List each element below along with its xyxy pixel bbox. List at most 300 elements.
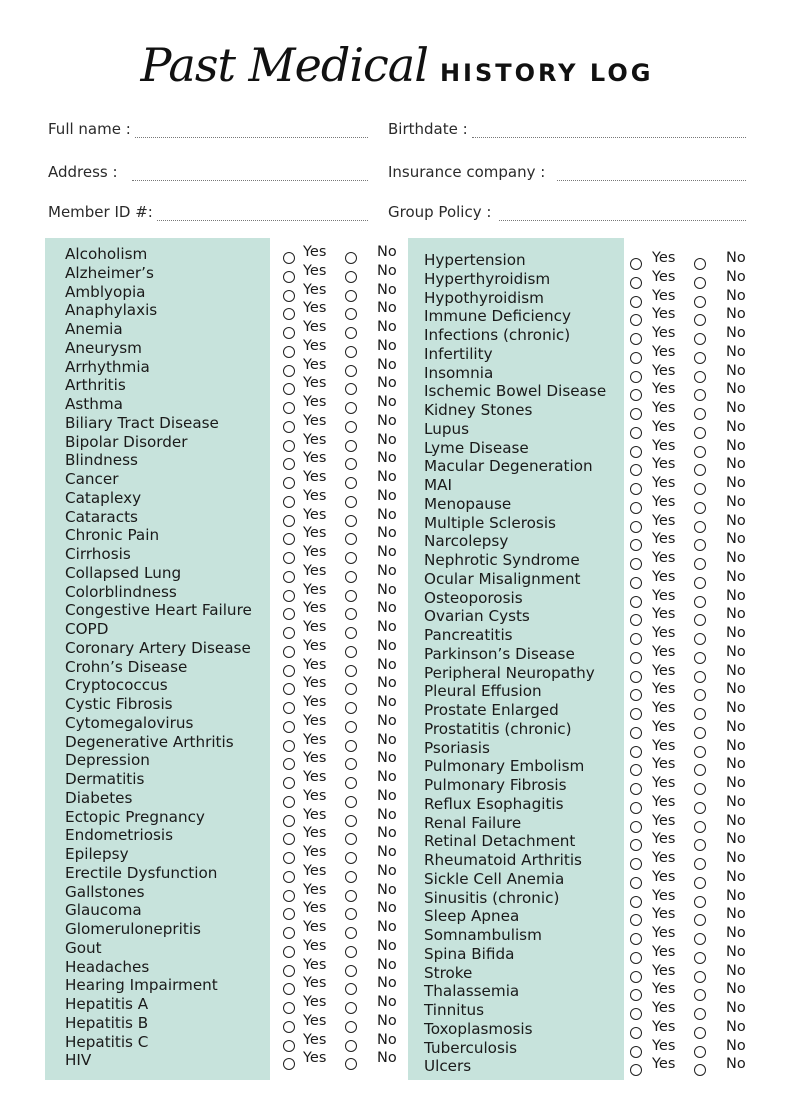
no-label: No [377,412,397,429]
no-radio[interactable] [694,971,706,983]
yes-radio[interactable] [630,689,642,701]
yes-label: Yes [303,412,327,429]
yes-radio[interactable] [283,608,295,620]
no-radio[interactable] [345,496,357,508]
left-condition-list [65,245,405,1070]
condition-row [424,814,754,833]
no-radio[interactable] [694,258,706,270]
no-radio[interactable] [694,333,706,345]
condition-row [424,476,754,495]
no-radio[interactable] [345,702,357,714]
yes-radio[interactable] [283,758,295,770]
condition-label: Macular Degeneration [424,457,593,476]
no-radio[interactable] [694,314,706,326]
yes-radio[interactable] [283,777,295,789]
yes-radio[interactable] [630,258,642,270]
no-radio[interactable] [345,1058,357,1070]
condition-label: Glaucoma [65,901,142,920]
no-radio[interactable] [694,689,706,701]
yes-radio[interactable] [283,327,295,339]
yes-radio[interactable] [630,821,642,833]
no-radio[interactable] [694,802,706,814]
no-radio[interactable] [345,871,357,883]
yes-radio[interactable] [283,533,295,545]
yes-label: Yes [303,787,327,804]
no-radio[interactable] [694,989,706,1001]
no-label: No [726,325,746,341]
condition-label: Epilepsy [65,845,129,863]
condition-row [424,457,754,476]
no-label: No [377,394,397,410]
yes-radio[interactable] [630,952,642,964]
no-radio[interactable] [694,371,706,383]
condition-label: Cataplexy [65,488,142,507]
no-label: No [726,812,746,829]
no-radio[interactable] [694,727,706,739]
group-policy-field[interactable] [388,199,746,221]
yes-label: Yes [303,919,327,935]
yes-radio[interactable] [283,571,295,583]
no-radio[interactable] [694,521,706,533]
condition-row [65,714,405,733]
no-radio[interactable] [345,533,357,545]
no-label: No [726,925,746,941]
no-radio[interactable] [345,327,357,339]
no-radio[interactable] [694,764,706,776]
no-radio[interactable] [345,758,357,770]
condition-label: Psoriasis [424,738,490,757]
no-radio[interactable] [345,402,357,414]
no-label: No [377,469,397,485]
no-radio[interactable] [345,646,357,658]
yes-label: Yes [303,900,327,917]
no-radio[interactable] [694,671,706,683]
no-radio[interactable] [345,346,357,358]
yes-radio[interactable] [630,764,642,776]
no-radio[interactable] [694,708,706,720]
condition-label: Bipolar Disorder [65,432,188,451]
yes-radio[interactable] [283,815,295,827]
yes-radio[interactable] [630,521,642,533]
no-radio[interactable] [694,746,706,758]
yes-label: Yes [652,250,676,266]
yes-radio[interactable] [283,890,295,902]
yes-label: Yes [303,731,327,748]
no-label: No [726,306,746,323]
yes-radio[interactable] [630,652,642,664]
yes-label: Yes [303,994,327,1010]
no-radio[interactable] [694,277,706,289]
no-radio[interactable] [345,1002,357,1014]
no-radio[interactable] [345,608,357,620]
condition-row [65,658,405,677]
no-radio[interactable] [694,296,706,308]
no-radio[interactable] [694,1064,706,1076]
no-radio[interactable] [694,1046,706,1058]
yes-label: Yes [303,244,327,260]
yes-label: Yes [652,437,676,454]
no-label: No [377,675,397,692]
yes-radio[interactable] [283,590,295,602]
no-radio[interactable] [345,271,357,283]
no-label: No [726,362,746,379]
no-radio[interactable] [694,914,706,926]
condition-row [424,532,754,551]
no-radio[interactable] [694,896,706,908]
no-radio[interactable] [345,833,357,845]
condition-label: Cancer [65,470,119,488]
yes-radio[interactable] [283,852,295,864]
condition-row [424,701,754,720]
no-radio[interactable] [694,614,706,626]
yes-radio[interactable] [630,371,642,383]
no-radio[interactable] [345,440,357,452]
no-radio[interactable] [345,421,357,433]
condition-label: Cataracts [65,507,138,526]
yes-radio[interactable] [630,539,642,551]
no-radio[interactable] [345,477,357,489]
no-radio[interactable] [694,427,706,439]
yes-radio[interactable] [630,502,642,514]
yes-radio[interactable] [283,252,295,264]
no-label: No [377,375,397,392]
no-radio[interactable] [345,1040,357,1052]
yes-label: Yes [303,300,327,317]
address-line[interactable] [132,166,368,181]
insurance-line[interactable] [557,166,746,181]
condition-row [65,808,405,827]
yes-radio[interactable] [283,308,295,320]
no-radio[interactable] [345,252,357,264]
no-radio[interactable] [345,983,357,995]
condition-label: Kidney Stones [424,401,533,419]
no-radio[interactable] [694,652,706,664]
condition-label: Amblyopia [65,282,146,301]
yes-radio[interactable] [630,577,642,589]
condition-label: Osteoporosis [424,588,523,607]
no-radio[interactable] [345,927,357,939]
yes-radio[interactable] [630,333,642,345]
full-name-field[interactable] [48,116,368,138]
no-radio[interactable] [345,665,357,677]
condition-label: Hypothyroidism [424,288,544,307]
no-radio[interactable] [694,596,706,608]
yes-radio[interactable] [283,1021,295,1033]
no-radio[interactable] [694,558,706,570]
yes-label: Yes [652,418,676,435]
yes-radio[interactable] [630,296,642,308]
yes-label: Yes [652,550,676,566]
no-radio[interactable] [345,365,357,377]
no-radio[interactable] [345,383,357,395]
yes-radio[interactable] [630,558,642,570]
yes-radio[interactable] [630,839,642,851]
condition-row [424,270,754,289]
yes-radio[interactable] [630,1008,642,1020]
no-radio[interactable] [345,908,357,920]
condition-row [424,757,754,776]
yes-label: Yes [303,544,327,560]
yes-radio[interactable] [630,671,642,683]
address-label: Address : [48,163,118,181]
no-label: No [377,712,397,729]
no-radio[interactable] [345,777,357,789]
yes-radio[interactable] [630,614,642,626]
yes-radio[interactable] [283,346,295,358]
no-radio[interactable] [694,539,706,551]
condition-row [424,289,754,308]
yes-radio[interactable] [630,483,642,495]
yes-radio[interactable] [283,965,295,977]
no-label: No [377,244,397,260]
yes-label: Yes [652,943,676,960]
condition-row [424,851,754,870]
yes-radio[interactable] [283,740,295,752]
yes-radio[interactable] [630,352,642,364]
no-label: No [726,287,746,304]
yes-radio[interactable] [630,877,642,889]
yes-radio[interactable] [630,746,642,758]
condition-label: Ischemic Bowel Disease [424,382,607,401]
yes-radio[interactable] [630,727,642,739]
no-radio[interactable] [345,815,357,827]
yes-radio[interactable] [283,908,295,920]
yes-radio[interactable] [630,1064,642,1076]
yes-radio[interactable] [630,783,642,795]
yes-label: Yes [303,656,327,673]
no-label: No [377,562,397,579]
yes-radio[interactable] [283,833,295,845]
no-label: No [377,862,397,879]
yes-radio[interactable] [630,989,642,1001]
yes-radio[interactable] [630,896,642,908]
member-id-field[interactable] [48,199,368,221]
yes-radio[interactable] [283,440,295,452]
yes-radio[interactable] [283,796,295,808]
birthdate-field[interactable] [388,116,746,138]
yes-radio[interactable] [283,421,295,433]
group-policy-line[interactable] [499,206,746,221]
yes-radio[interactable] [283,665,295,677]
condition-label: Tinnitus [424,1001,484,1019]
condition-row [65,245,405,264]
yes-label: Yes [652,831,676,848]
no-radio[interactable] [345,740,357,752]
condition-row [65,845,405,864]
no-radio[interactable] [345,965,357,977]
no-label: No [726,250,746,266]
no-radio[interactable] [345,721,357,733]
no-radio[interactable] [694,821,706,833]
yes-radio[interactable] [630,464,642,476]
yes-label: Yes [652,381,676,398]
no-radio[interactable] [345,1021,357,1033]
yes-radio[interactable] [630,277,642,289]
no-radio[interactable] [345,683,357,695]
condition-label: Nephrotic Syndrome [424,551,580,569]
no-radio[interactable] [345,852,357,864]
condition-row [65,620,405,639]
no-radio[interactable] [345,308,357,320]
yes-radio[interactable] [630,1046,642,1058]
yes-label: Yes [303,881,327,898]
condition-row [65,564,405,583]
yes-label: Yes [303,844,327,860]
yes-label: Yes [652,606,676,623]
no-radio[interactable] [694,877,706,889]
no-radio[interactable] [345,458,357,470]
yes-radio[interactable] [630,596,642,608]
condition-row [424,982,754,1001]
member-id-line[interactable] [157,206,368,221]
no-label: No [377,694,397,710]
yes-radio[interactable] [283,552,295,564]
no-radio[interactable] [694,839,706,851]
no-label: No [726,906,746,923]
yes-label: Yes [652,737,676,754]
no-radio[interactable] [694,483,706,495]
no-label: No [377,769,397,785]
condition-row [65,1033,405,1052]
condition-row [65,489,405,508]
condition-row [424,832,754,851]
condition-row [65,451,405,470]
condition-row [65,264,405,283]
condition-row [65,414,405,433]
no-label: No [377,1012,397,1029]
condition-label: Renal Failure [424,813,522,832]
no-radio[interactable] [345,515,357,527]
yes-radio[interactable] [630,914,642,926]
no-radio[interactable] [345,946,357,958]
no-radio[interactable] [694,933,706,945]
yes-radio[interactable] [283,946,295,958]
no-radio[interactable] [694,1027,706,1039]
no-radio[interactable] [694,352,706,364]
yes-radio[interactable] [630,971,642,983]
birthdate-line[interactable] [472,123,746,138]
condition-label: Cystic Fibrosis [65,695,173,713]
condition-label: Somnambulism [424,926,542,944]
no-radio[interactable] [345,796,357,808]
yes-radio[interactable] [283,515,295,527]
no-radio[interactable] [694,858,706,870]
yes-radio[interactable] [630,446,642,458]
yes-radio[interactable] [630,314,642,326]
no-label: No [377,825,397,842]
address-field[interactable] [48,159,368,181]
yes-label: Yes [303,356,327,373]
condition-label: Gallstones [65,882,145,901]
yes-radio[interactable] [283,458,295,470]
condition-row [65,433,405,452]
condition-label: Anaphylaxis [65,301,158,320]
no-radio[interactable] [345,571,357,583]
yes-label: Yes [303,337,327,354]
yes-radio[interactable] [283,646,295,658]
yes-radio[interactable] [630,933,642,945]
yes-radio[interactable] [283,402,295,414]
yes-label: Yes [303,806,327,823]
no-label: No [377,881,397,898]
no-radio[interactable] [694,1008,706,1020]
yes-radio[interactable] [630,802,642,814]
no-radio[interactable] [694,464,706,476]
no-radio[interactable] [345,290,357,302]
condition-label: Hypertension [424,251,526,269]
condition-label: Alcoholism [65,245,148,263]
no-radio[interactable] [694,446,706,458]
no-radio[interactable] [694,389,706,401]
no-radio[interactable] [345,590,357,602]
yes-radio[interactable] [630,708,642,720]
yes-radio[interactable] [283,1002,295,1014]
yes-label: Yes [652,587,676,604]
yes-radio[interactable] [630,389,642,401]
yes-radio[interactable] [283,383,295,395]
yes-radio[interactable] [630,858,642,870]
no-label: No [726,962,746,979]
yes-radio[interactable] [283,683,295,695]
yes-radio[interactable] [283,477,295,489]
condition-row [65,901,405,920]
yes-radio[interactable] [283,927,295,939]
yes-radio[interactable] [283,1058,295,1070]
no-label: No [377,544,397,560]
yes-radio[interactable] [283,365,295,377]
yes-label: Yes [652,625,676,641]
yes-radio[interactable] [283,271,295,283]
yes-radio[interactable] [630,427,642,439]
yes-radio[interactable] [630,408,642,420]
yes-radio[interactable] [630,633,642,645]
condition-label: Immune Deficiency [424,307,571,326]
no-label: No [726,793,746,810]
no-radio[interactable] [694,502,706,514]
yes-radio[interactable] [283,983,295,995]
yes-radio[interactable] [283,290,295,302]
no-radio[interactable] [694,783,706,795]
no-radio[interactable] [345,890,357,902]
yes-radio[interactable] [283,1040,295,1052]
no-radio[interactable] [345,552,357,564]
condition-row [424,626,754,645]
condition-row [65,508,405,527]
yes-radio[interactable] [630,1027,642,1039]
full-name-line[interactable] [135,123,368,138]
condition-label: Hepatitis A [65,995,149,1013]
yes-radio[interactable] [283,702,295,714]
insurance-label: Insurance company : [388,163,546,181]
yes-radio[interactable] [283,871,295,883]
yes-label: Yes [652,700,676,716]
no-label: No [377,787,397,804]
yes-label: Yes [652,568,676,585]
yes-radio[interactable] [283,496,295,508]
insurance-field[interactable] [388,159,746,181]
no-radio[interactable] [694,633,706,645]
yes-label: Yes [652,981,676,998]
no-radio[interactable] [345,627,357,639]
no-radio[interactable] [694,577,706,589]
no-label: No [377,806,397,823]
condition-label: Colorblindness [65,582,177,601]
no-radio[interactable] [694,408,706,420]
yes-radio[interactable] [283,627,295,639]
no-radio[interactable] [694,952,706,964]
yes-label: Yes [652,400,676,416]
yes-radio[interactable] [283,721,295,733]
